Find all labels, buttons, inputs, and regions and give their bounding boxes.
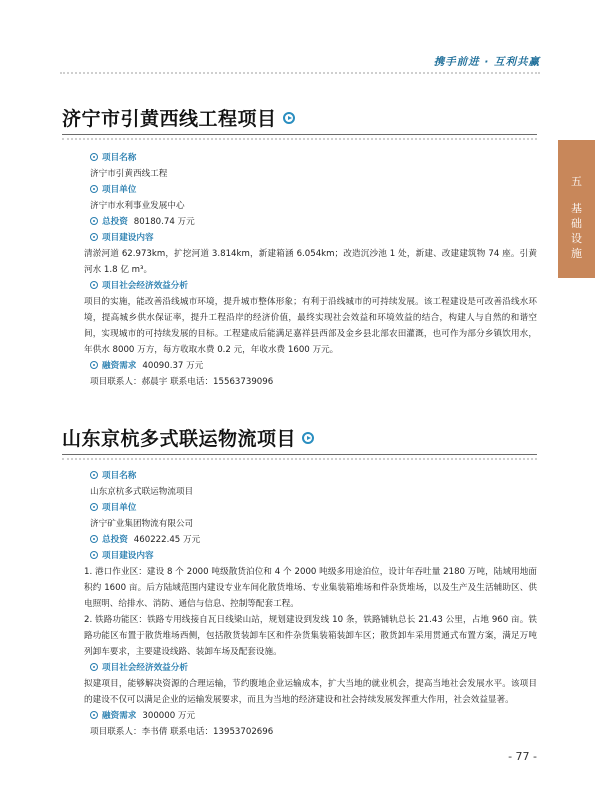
total-investment-value: 80180.74 万元 [133,217,195,227]
bullet-icon [90,217,98,225]
total-investment-value: 460222.45 万元 [133,535,201,545]
bullet-icon [90,281,98,289]
chapter-title-char: 设 [571,232,582,245]
bullet-icon [90,711,98,719]
section-divider [62,134,537,135]
project-1-details [84,150,537,390]
play-circle-icon [283,112,295,124]
bullet-icon [90,503,98,511]
label-project-unit: 项目单位 [90,182,537,198]
label-construction-content: 项目建设内容 [90,230,537,246]
project-contact: 项目联系人：郝晨宇 联系电话：15563739096 [90,377,274,387]
label-financing-need: 融资需求 300000 万元 [90,708,537,724]
header-slogan: 携手前进 · 互利共赢 [433,56,540,68]
benefit-analysis-text: 拟建项目，能够解决资源的合理运输，节约腹地企业运输成本，扩大当地的就业机会，提高当地社会发展水平。该项目的建设不仅可以满足企业的运输发展要求，而且为当地的经济建设和社会持续发展发挥重大作用，社会效益显著。 [84,679,537,705]
bullet-icon [90,663,98,671]
section-divider [62,454,537,455]
bullet-icon [90,185,98,193]
label-total-investment: 总投资 80180.74 万元 [90,214,537,230]
chapter-title-char: 基 [571,202,582,215]
bullet-icon [90,361,98,369]
project-unit-value: 济宁矿业集团物流有限公司 [90,519,194,529]
label-benefit-analysis: 项目社会经济效益分析 [90,660,537,676]
chapter-title [571,201,582,261]
play-circle-icon [302,432,314,444]
construction-content-item: 2. 铁路功能区：铁路专用线接自瓦日线梁山站，规划建设到发线 10 条，铁路铺轨总长 21.43 公里，占地 960 亩。铁路功能区布置于散货堆场西侧，包括散货装卸车区和件杂货集装箱装卸车区；散货卸车采用贯通式布置方案，满足万吨列卸车要求，主要建设线路、装卸车场及配套设施。 [84,615,537,657]
chapter-title-char: 施 [571,247,582,260]
project-2-details [84,468,537,740]
construction-content-text: 清淤河道 62.973km，扩挖河道 3.814km，新建箱涵 6.054km；改造沉沙池 1 处，新建、改建建筑物 74 座。引黄河水 1.8 亿 m³。 [84,249,537,275]
bullet-icon [90,153,98,161]
label-project-unit: 项目单位 [90,500,537,516]
project-name-value: 济宁市引黄西线工程 [90,169,168,179]
page-number: - 77 - [508,750,537,763]
label-construction-content: 项目建设内容 [90,548,537,564]
benefit-analysis-text: 项目的实施，能改善沿线城市环境，提升城市整体形象；有利于沿线城市的可持续发展。该工程建设是可改善沿线水环境，提高城乡供水保证率，提升工程沿岸的经济价值，最终实现社会效益和环境效益的结合，构建人与自然的和谐空间，实现城市的可持续发展的目标。工程建成后能满足嘉祥县西部及金乡县北部农田灌溉，也可作为部分乡镇饮用水，年供水 8000 万方，每方收取水费 0.2 元，年收水费 1600 万元。 [84,297,537,355]
financing-need-value: 40090.37 万元 [142,361,204,371]
bullet-icon [90,551,98,559]
bullet-icon [90,535,98,543]
project-title-text: 山东京杭多式联运物流项目 [62,428,297,450]
construction-content-item: 1. 港口作业区：建设 8 个 2000 吨级散货泊位和 4 个 2000 吨级多用途泊位，设计年吞吐量 2180 万吨，陆域用地面积约 1600 亩。后方陆域范围内建设专业车间化散货堆场、专业集装箱堆场和件杂货堆场，以及生产及生活辅助区、供电照明、给排水、消防、通信与信息、控制等配套工程。 [84,567,537,609]
project-contact: 项目联系人：李书倩 联系电话：13953702696 [90,727,274,737]
label-total-investment: 总投资 460222.45 万元 [90,532,537,548]
chapter-side-tab [558,140,595,278]
label-project-name: 项目名称 [90,150,537,166]
project-unit-value: 济宁市水利事业发展中心 [90,201,185,211]
project-name-value: 山东京杭多式联运物流项目 [90,487,194,497]
header-divider [60,72,540,74]
project-1-title [62,104,295,131]
project-2-title [62,424,314,451]
label-project-name: 项目名称 [90,468,537,484]
chapter-title-char: 础 [571,217,582,230]
financing-need-value: 300000 万元 [142,711,196,721]
chapter-number: 五 [571,175,582,188]
label-financing-need: 融资需求 40090.37 万元 [90,358,537,374]
label-benefit-analysis: 项目社会经济效益分析 [90,278,537,294]
project-title-text: 济宁市引黄西线工程项目 [62,108,277,130]
bullet-icon [90,471,98,479]
bullet-icon [90,233,98,241]
